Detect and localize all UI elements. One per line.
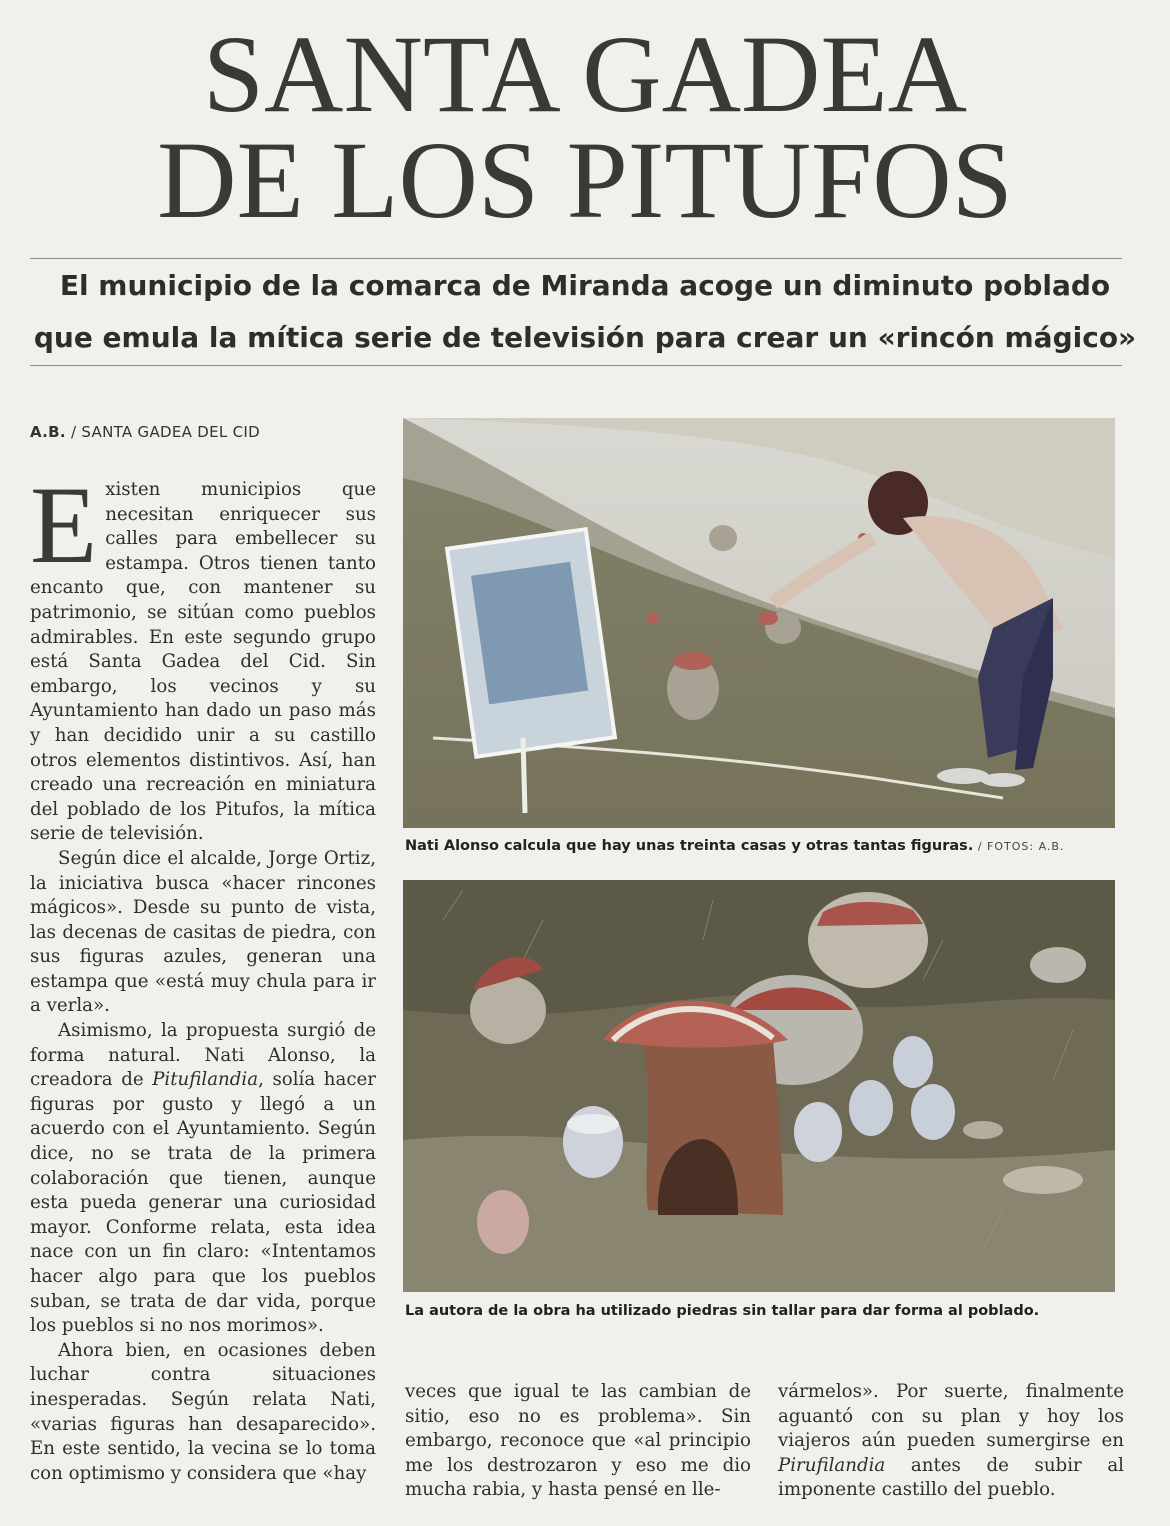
pitufilandia-term: Pitufilandia bbox=[152, 1069, 259, 1091]
paragraph-3-text-b: , solía hacer figuras por gusto y llegó a un acuerdo con el Ayuntamiento. Según dice, no se trata de la primera colaboración que tienen, aunque esta pueda generar una curiosidad mayor. Conforme relata, esta idea nace con un fin claro: «Intentamos hacer algo para que los pueblos suban, se trata de dar vida, porque los pueblos si no nos morimos». bbox=[30, 1069, 376, 1337]
column-2-text: veces que igual te las cambian de sitio, eso no es problema». Sin embargo, reconoce que «al principio me los destrozaron y eso me dio mucha rabia, y hasta pensé en lle- bbox=[405, 1381, 751, 1501]
pirufilandia-term: Pirufilandia bbox=[778, 1454, 886, 1476]
caption-top-photo bbox=[405, 838, 1064, 854]
byline-author: A.B. bbox=[30, 423, 66, 441]
article-column-1 bbox=[30, 464, 376, 1486]
deck-bottom-rule bbox=[30, 365, 1122, 366]
deck-line-1: El municipio de la comarca de Miranda acoge un diminuto poblado bbox=[59, 269, 1111, 302]
deck-top-rule bbox=[30, 258, 1122, 259]
caption-top-text: Nati Alonso calcula que hay unas treinta casas y otras tantas figuras. bbox=[405, 838, 974, 854]
article-column-3 bbox=[778, 1380, 1124, 1503]
dropcap: E bbox=[30, 464, 98, 586]
photo-stone-village bbox=[403, 880, 1115, 1292]
photo-bottom-image bbox=[403, 880, 1115, 1292]
paragraph-3 bbox=[30, 1019, 376, 1339]
caption-bottom-photo: La autora de la obra ha utilizado piedras sin tallar para dar forma al poblado. bbox=[405, 1303, 1040, 1319]
byline bbox=[30, 423, 260, 441]
photo-top-image bbox=[403, 418, 1115, 828]
headline-line-1: SANTA GADEA bbox=[202, 13, 968, 135]
article-column-2 bbox=[405, 1380, 751, 1503]
byline-separator: / bbox=[65, 423, 82, 441]
photo-credit: / FOTOS: A.B. bbox=[973, 840, 1065, 853]
column-3-text-a: vármelos». Por suerte, finalmente aguantó con su plan y hoy los viajeros aún pueden sumergirse en bbox=[778, 1381, 1124, 1452]
paragraph-2: Según dice el alcalde, Jorge Ortiz, la iniciativa busca «hacer rincones mágicos». Desde su punto de vista, las decenas de casitas de piedra, con sus figuras azules, generan una estampa que «está muy chula para ir a verla». bbox=[30, 847, 376, 1017]
byline-place: SANTA GADEA DEL CID bbox=[81, 423, 260, 441]
column-3-text-b: antes de subir al imponente castillo del pueblo. bbox=[778, 1454, 1124, 1501]
paragraph-3-text-a: Asimismo, la propuesta surgió de forma natural. Nati Alonso, la creadora de bbox=[30, 1020, 376, 1091]
headline-line-2: DE LOS PITUFOS bbox=[157, 119, 1013, 241]
paragraph-1 bbox=[30, 464, 376, 847]
paragraph-4: Ahora bien, en ocasiones deben luchar contra situaciones inesperadas. Según relata Nati, «varias figuras han desaparecido». En este sentido, la vecina se lo toma con optimismo y considera que «hay bbox=[30, 1339, 376, 1484]
column-3-text bbox=[778, 1380, 1124, 1503]
photo-woman-placing-figures bbox=[403, 418, 1115, 828]
paragraph-1-text: xisten municipios que necesitan enriquecer sus calles para embellecer su estampa. Otros tienen tanto encanto que, con mantener su patrimonio, se sitúan como pueblos admirables. En este segundo grupo está Santa Gadea del Cid. Sin embargo, los vecinos y su Ayuntamiento han dado un paso más y han decidido unir a su castillo otros elementos distintivos. Así, han creado una recreación en miniatura del poblado de los Pitufos, la mítica serie de televisión. bbox=[30, 479, 376, 845]
deck-line-2: que emula la mítica serie de televisión para crear un «rincón mágico» bbox=[33, 321, 1137, 354]
